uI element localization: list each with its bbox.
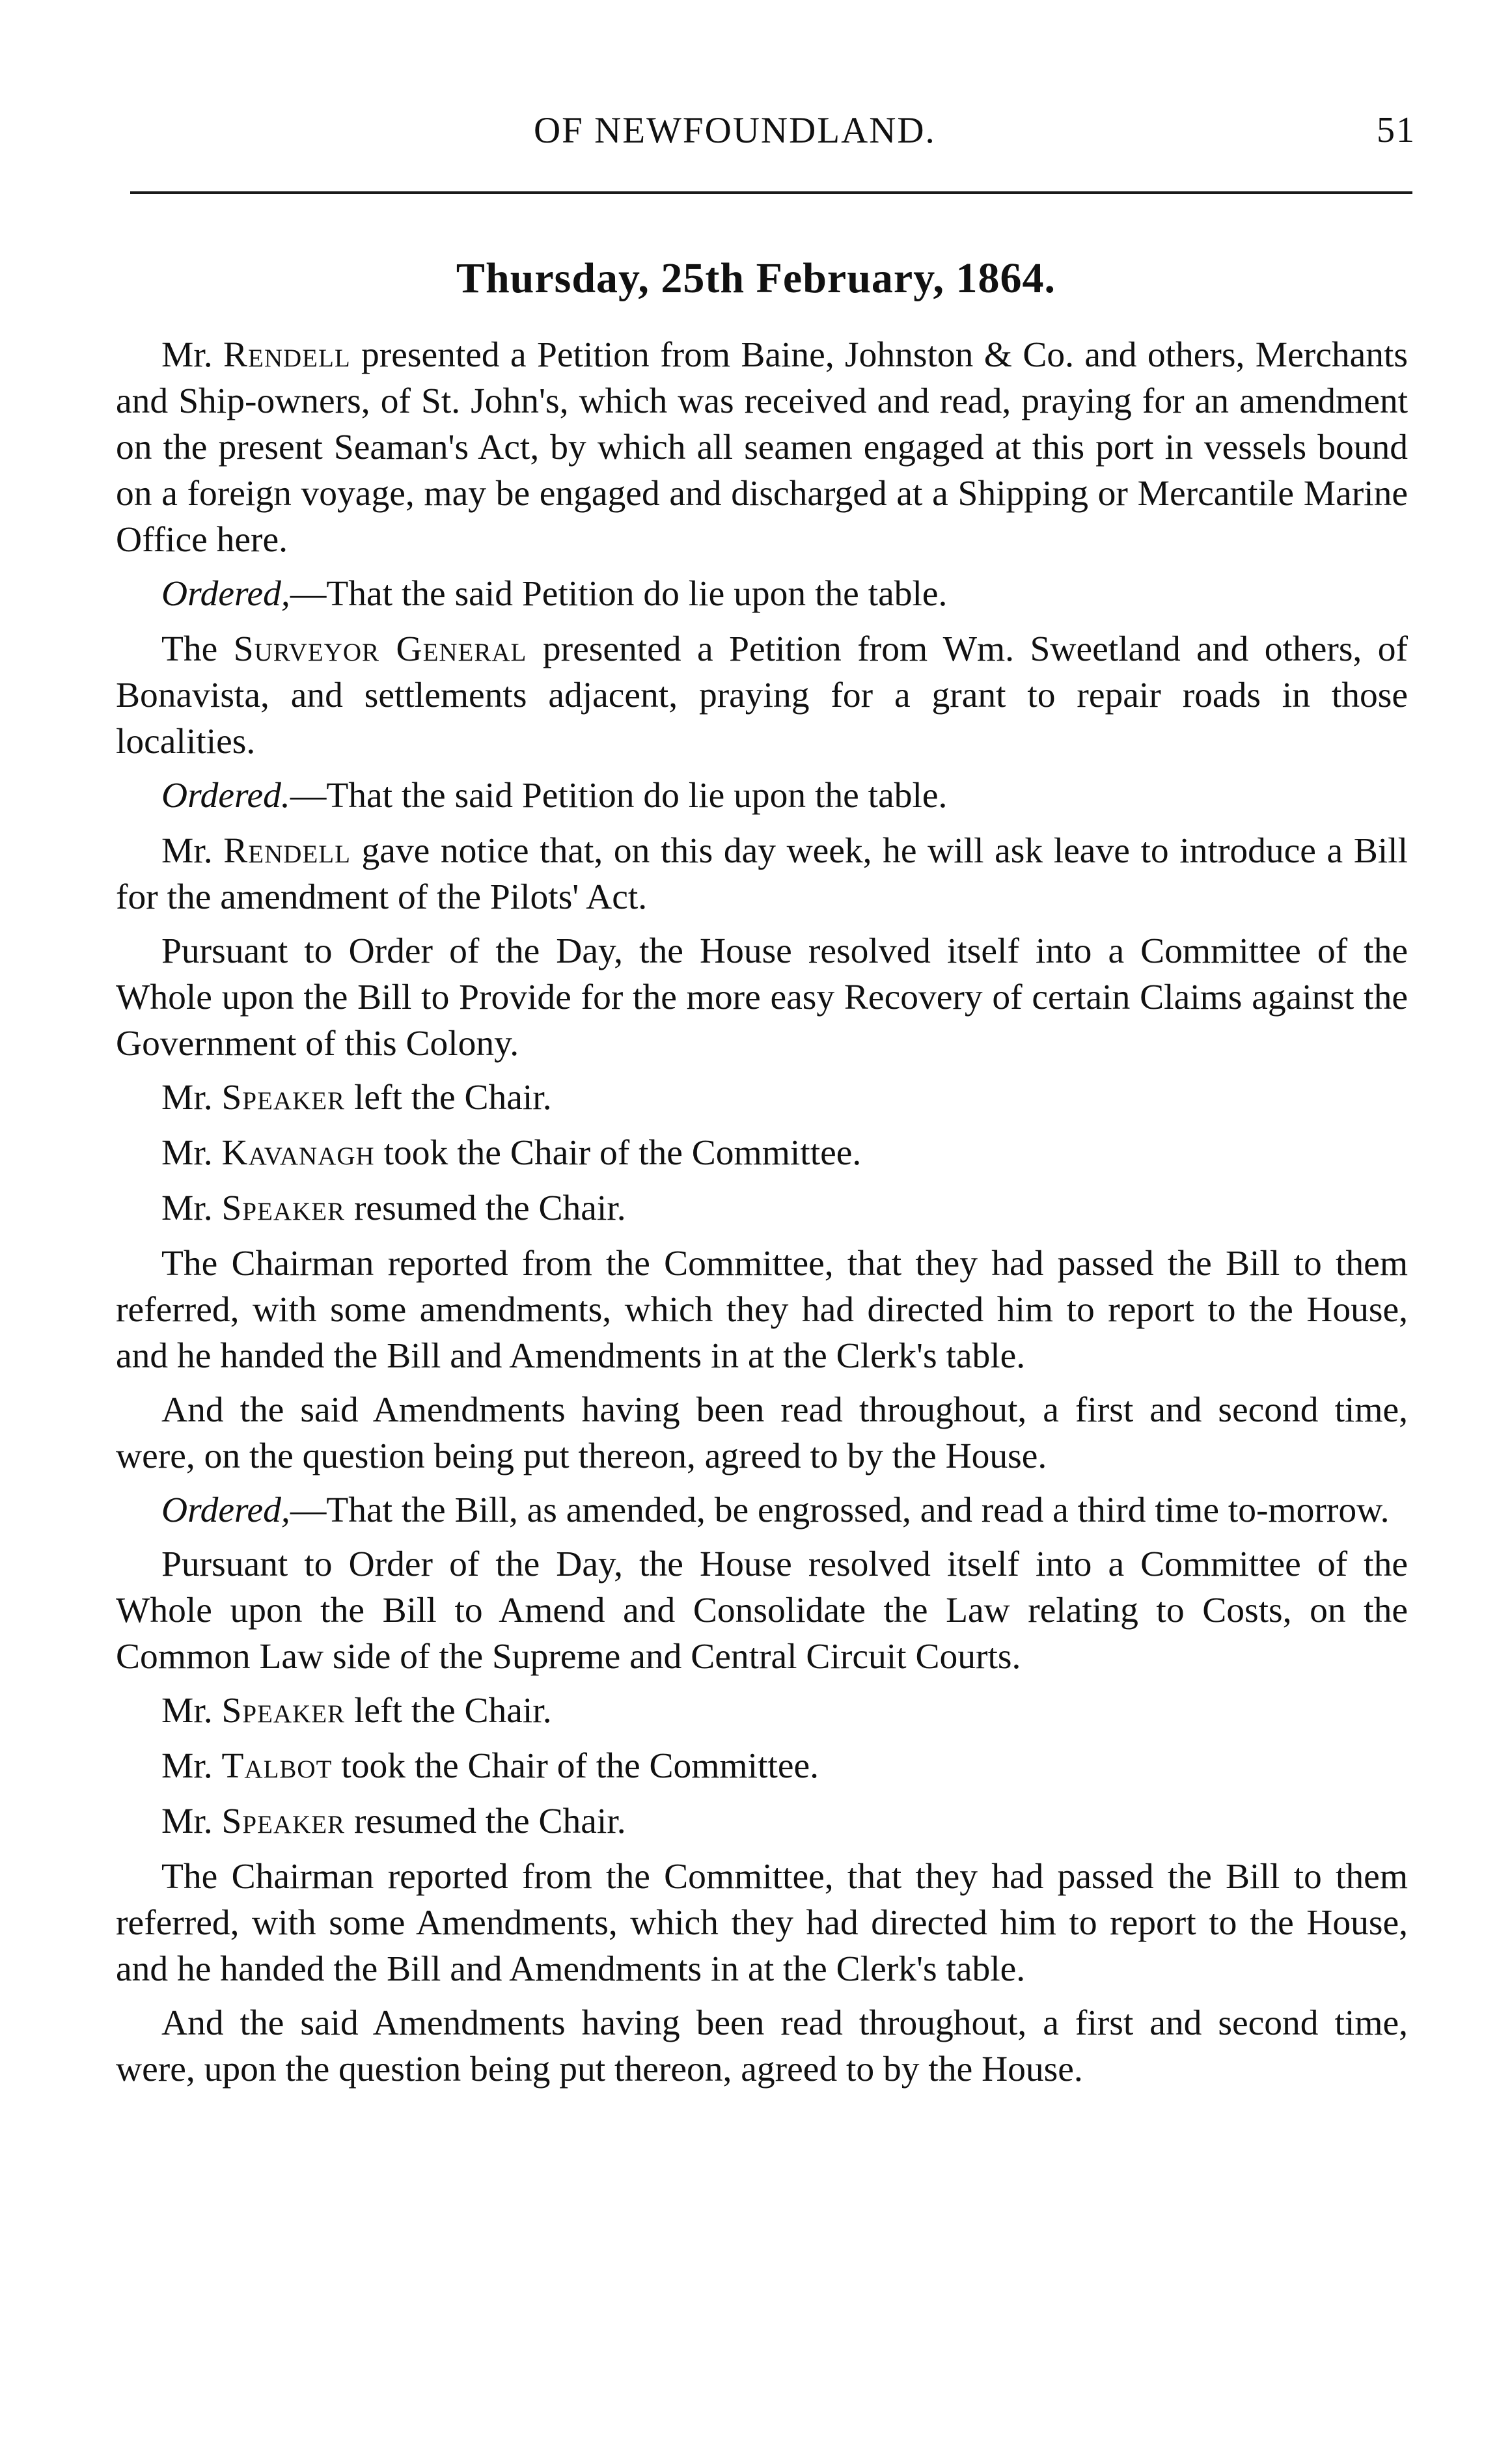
running-title: OF NEWFOUNDLAND. [534, 110, 936, 151]
paragraph-p13: Pursuant to Order of the Day, the House resolved itself into a Committee of the Whole upon the Bill to Amend and Consolidate the Law relating to Costs, on the Common Law side of the Supreme and Central Circuit Courts. [116, 1544, 1408, 1677]
member-name: Speaker [221, 1802, 346, 1841]
paragraph-p16: Mr. Speaker resumed the Chair. [161, 1802, 626, 1841]
member-name: Rendell [223, 831, 351, 871]
ordered-word: Ordered, [161, 574, 290, 614]
ordered-word: Ordered, [161, 1490, 290, 1530]
paragraph-p6: Pursuant to Order of the Day, the House resolved itself into a Committee of the Whole upon the Bill to Provide for the more easy Recovery of certain Claims against the Government of this Colony. [116, 931, 1408, 1063]
date-heading: Thursday, 25th February, 1864. [456, 254, 1056, 302]
member-name: Speaker [221, 1691, 346, 1731]
member-name: Speaker [221, 1188, 346, 1228]
paragraph-p3: The Surveyor General presented a Petition from Wm. Sweetland and others, of Bonavista, and settlements adjacent, praying for a grant to repair roads in those localities. [116, 629, 1408, 761]
paragraph-p5: Mr. Rendell gave notice that, on this day week, he will ask leave to introduce a Bill for the amendment of the Pilots' Act. [116, 831, 1408, 917]
paragraph-p4: Ordered.—That the said Petition do lie upon the table. [161, 776, 948, 816]
member-name: Surveyor General [233, 629, 527, 669]
paragraph-p11: And the said Amendments having been read throughout, a first and second time, were, on the question being put thereon, agreed to by the House. [116, 1390, 1408, 1476]
member-name: Rendell [223, 335, 351, 375]
paragraph-p12: Ordered,—That the Bill, as amended, be engrossed, and read a third time to-morrow. [161, 1490, 1390, 1530]
paragraph-p15: Mr. Talbot took the Chair of the Committee. [161, 1746, 819, 1786]
paragraph-p10: The Chairman reported from the Committee, that they had passed the Bill to them referred, with some amendments, which they had directed him to report to the House, and he handed the Bill and Amendments in at the Clerk's table. [116, 1244, 1408, 1376]
header-rule [130, 191, 1412, 194]
page-number: 51 [1377, 110, 1416, 150]
journal-body [116, 332, 1408, 2100]
paragraph-p7: Mr. Speaker left the Chair. [161, 1078, 552, 1118]
paragraph-p9: Mr. Speaker resumed the Chair. [161, 1188, 626, 1228]
paragraph-p8: Mr. Kavanagh took the Chair of the Committee. [161, 1133, 862, 1173]
member-name: Speaker [221, 1078, 346, 1118]
member-name: Talbot [221, 1746, 333, 1786]
paragraph-p2: Ordered,—That the said Petition do lie upon the table. [161, 574, 948, 614]
member-name: Kavanagh [221, 1133, 375, 1173]
paragraph-p17: The Chairman reported from the Committee, that they had passed the Bill to them referred, with some Amendments, which they had directed him to report to the House, and he handed the Bill and Amendments in at the Clerk's table. [116, 1857, 1408, 1989]
paragraph-p18: And the said Amendments having been read throughout, a first and second time, were, upon the question being put thereon, agreed to by the House. [116, 2003, 1408, 2089]
running-head [0, 109, 1512, 161]
paragraph-p1: Mr. Rendell presented a Petition from Baine, Johnston & Co. and others, Merchants and Ship-owners, of St. John's, which was received and read, praying for an amendment on the present Seaman's Act, by which all seamen engaged at this port in vessels bound on a foreign voyage, may be engaged and discharged at a Shipping or Mercantile Marine Office here. [116, 335, 1408, 560]
ordered-word: Ordered. [161, 776, 290, 816]
paragraph-p14: Mr. Speaker left the Chair. [161, 1691, 552, 1731]
